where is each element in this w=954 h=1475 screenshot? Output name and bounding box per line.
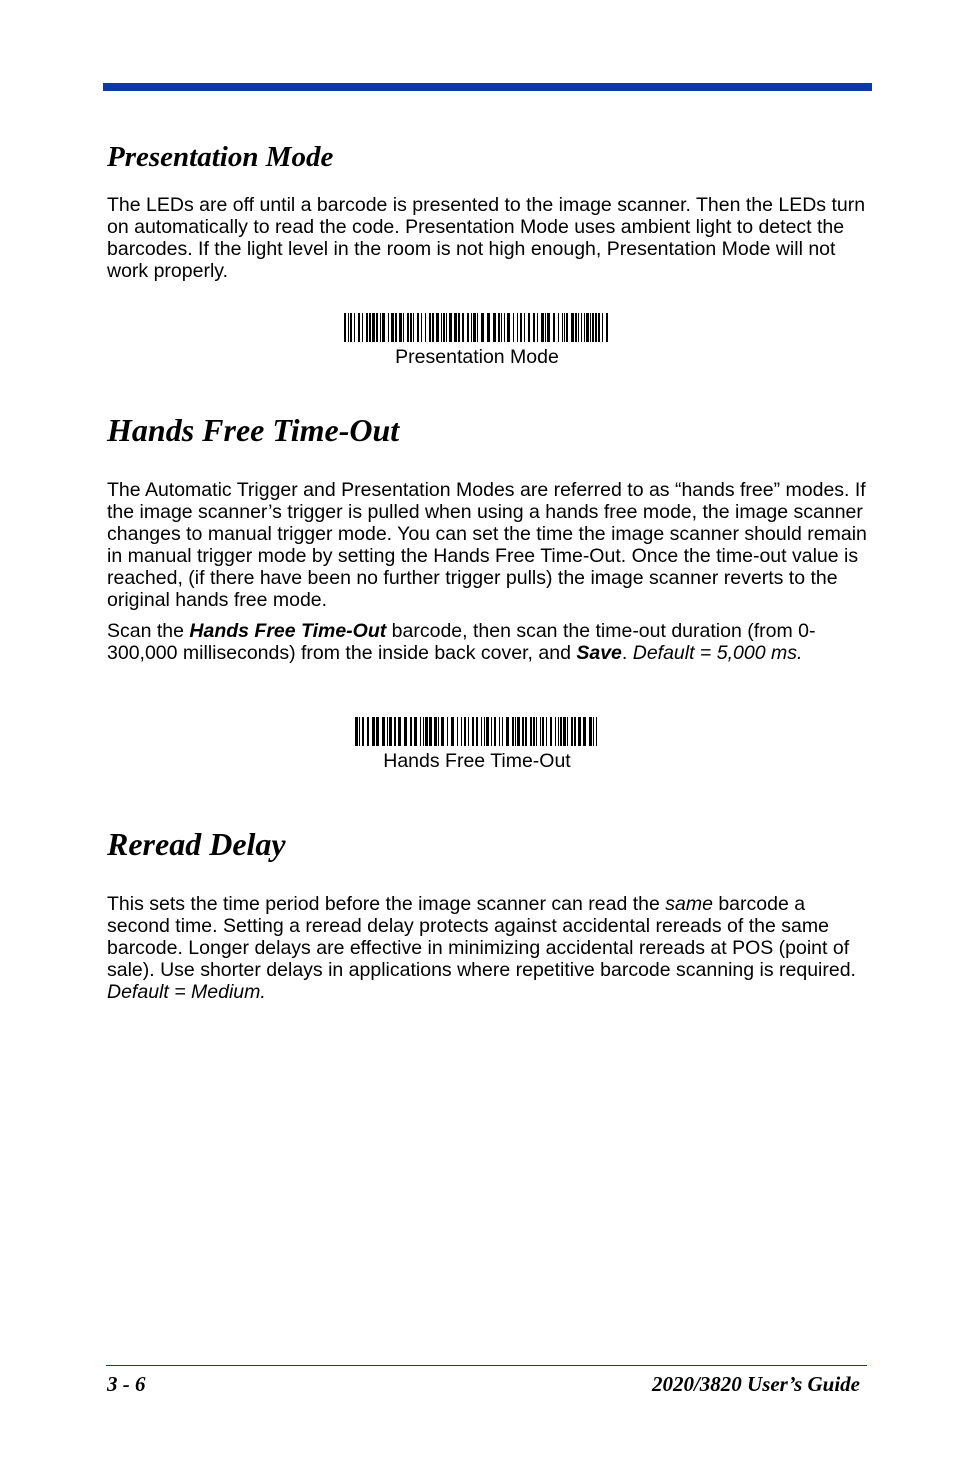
reread-delay-body: This sets the time period before the image scanner can read the same barcode a second time. Setting a reread delay protects against accidental rereads of the same barcode. Longer delays are effective in minimizing accidental rereads at POS (point of sale). Use shorter delays in applications where repetitive barcode scanning is required. Default = Medium. — [107, 893, 856, 1003]
barcode-bar — [462, 313, 464, 342]
barcode-bar — [575, 313, 577, 342]
barcode-bar — [530, 717, 532, 746]
barcode-bar — [507, 313, 510, 342]
barcode-bar — [443, 313, 445, 342]
barcode-bar — [362, 313, 363, 342]
barcode-bar — [563, 717, 566, 746]
barcode-bar — [434, 717, 437, 746]
barcode-bar — [362, 717, 364, 746]
hands-free-timeout-heading: Hands Free Time-Out — [107, 412, 400, 448]
barcode-bar — [524, 313, 525, 342]
barcode-bar — [578, 313, 579, 342]
barcode-bar — [388, 313, 389, 342]
barcode-bar — [464, 717, 466, 746]
barcode-bar — [602, 313, 603, 342]
barcode-bar — [571, 313, 574, 342]
barcode-bar — [598, 313, 600, 342]
footer-rule — [106, 1365, 867, 1366]
reread-delay-heading: Reread Delay — [107, 826, 286, 862]
barcode-bar — [425, 313, 426, 342]
barcode-bar — [429, 717, 432, 746]
barcode-bar — [399, 313, 402, 342]
barcode-bar — [358, 313, 360, 342]
barcode-bar — [560, 717, 562, 746]
barcode-bar — [355, 717, 358, 746]
barcode-bar — [348, 313, 349, 342]
barcode-bar — [447, 717, 448, 746]
barcode-bar — [571, 717, 573, 746]
barcode-bar — [417, 313, 419, 342]
barcode-bar — [344, 313, 346, 342]
barcode-bar — [457, 717, 458, 746]
barcode-bar — [550, 717, 552, 746]
barcode-bar — [502, 717, 503, 746]
hands-free-timeout-barcode-label: Hands Free Time-Out — [383, 750, 571, 772]
presentation-mode-barcode-block — [0, 313, 954, 368]
barcode-bar — [410, 717, 412, 746]
barcode-bar — [423, 717, 424, 746]
barcode-bar — [446, 313, 447, 342]
barcode-bar — [606, 313, 608, 342]
barcode-bar — [354, 313, 355, 342]
barcode-bar — [498, 313, 500, 342]
barcode-bar — [473, 313, 476, 342]
page-number: 3 - 6 — [107, 1372, 146, 1396]
barcode-bar — [441, 717, 444, 746]
barcode-bar — [590, 313, 591, 342]
header-rule — [103, 83, 872, 91]
barcode-bar — [382, 717, 385, 746]
reread-delay-default: Default = Medium. — [107, 981, 266, 1003]
barcode-bar — [350, 313, 352, 342]
barcode-bar — [533, 313, 535, 342]
barcode-bar — [432, 313, 434, 342]
barcode-bar — [574, 717, 576, 746]
barcode-bar — [596, 717, 597, 746]
barcode-bar — [583, 717, 586, 746]
barcode-bar — [501, 313, 502, 342]
barcode-bar — [429, 313, 431, 342]
barcode-bar — [520, 313, 522, 342]
barcode-bar — [372, 313, 375, 342]
barcode-bar — [486, 717, 489, 746]
barcode-bar — [476, 717, 478, 746]
barcode-bar — [398, 717, 401, 746]
barcode-bar — [578, 717, 581, 746]
barcode-bar — [494, 717, 496, 746]
barcode-bar — [394, 717, 396, 746]
barcode-bar — [595, 313, 597, 342]
barcode-bar — [477, 313, 478, 342]
barcode-bar — [487, 313, 490, 342]
barcode-bar — [589, 717, 592, 746]
barcode-bar — [541, 313, 544, 342]
hands-free-timeout-body: The Automatic Trigger and Presentation Modes are referred to as “hands free” modes. If the image scanner’s trigger is pulled when using a hands free mode, the image scanner changes to manual trigger mode. You can set the time the image scanner should remain in manual trigger mode by setting the Hands Free Time-Out. Once the time-out value is reached, (if there have been no further trigger pulls) the image scanner reverts to the original hands free mode. — [107, 479, 867, 611]
barcode-bar — [537, 313, 538, 342]
barcode-bar — [493, 313, 496, 342]
barcode-bar — [558, 313, 559, 342]
barcode-bar — [517, 313, 518, 342]
barcode-bar — [546, 717, 547, 746]
barcode-bar — [547, 313, 550, 342]
hands-free-timeout-barcode-block — [0, 717, 954, 772]
barcode-bar — [407, 313, 409, 342]
barcode-bar — [564, 313, 565, 342]
barcode-bar — [586, 313, 589, 342]
hands-free-timeout-instructions: Scan the Hands Free Time-Out barcode, then scan the time-out duration (from 0-300,000 milliseconds) from the inside back cover, and Save. Default = 5,000 ms. — [107, 620, 816, 664]
presentation-mode-barcode-label: Presentation Mode — [395, 346, 559, 368]
barcode-bar — [468, 717, 469, 746]
barcode-bar — [458, 313, 460, 342]
barcode-bar — [441, 313, 442, 342]
barcode-bar — [558, 717, 559, 746]
barcode-bar — [566, 313, 568, 342]
barcode-bar — [372, 717, 375, 746]
barcode-bar — [562, 313, 563, 342]
barcode-bar — [376, 313, 378, 342]
barcode-bar — [542, 717, 544, 746]
barcode-bar — [395, 313, 397, 342]
barcode-bar — [366, 313, 368, 342]
barcode-bar — [525, 717, 527, 746]
barcode-bar — [584, 313, 585, 342]
barcode-bar — [389, 717, 392, 746]
barcode-bar — [413, 313, 414, 342]
same-emphasis: same — [665, 893, 713, 915]
barcode-bar — [404, 717, 407, 746]
save-emphasis: Save — [576, 642, 622, 664]
barcode-bar — [425, 717, 428, 746]
barcode-bar — [581, 313, 582, 342]
barcode-bar — [451, 717, 454, 746]
barcode-bar — [454, 313, 457, 342]
presentation-mode-barcode — [344, 313, 610, 342]
barcode-bar — [367, 717, 369, 746]
barcode-bar — [403, 313, 404, 342]
hands-free-timeout-barcode — [355, 717, 599, 746]
barcode-bar — [376, 717, 379, 746]
barcode-bar — [491, 717, 492, 746]
hands-free-timeout-emphasis: Hands Free Time-Out — [189, 620, 387, 642]
barcode-bar — [484, 717, 485, 746]
barcode-bar — [382, 313, 385, 342]
barcode-bar — [481, 717, 482, 746]
barcode-bar — [387, 717, 388, 746]
barcode-bar — [506, 717, 509, 746]
barcode-bar — [421, 313, 422, 342]
barcode-bar — [380, 313, 381, 342]
presentation-mode-body: The LEDs are off until a barcode is presented to the image scanner. Then the LEDs turn on automatically to read the code. Presentation Mode uses ambient light to detect the barcodes. If the light level in the room is not high enough, Presentation Mode will not work properly. — [107, 194, 866, 282]
barcode-bar — [461, 717, 462, 746]
barcode-bar — [512, 717, 514, 746]
barcode-bar — [359, 717, 360, 746]
barcode-bar — [481, 313, 484, 342]
barcode-bar — [515, 717, 516, 746]
presentation-mode-heading: Presentation Mode — [107, 141, 334, 173]
barcode-bar — [438, 717, 439, 746]
barcode-bar — [540, 717, 541, 746]
barcode-bar — [472, 717, 474, 746]
barcode-bar — [369, 313, 371, 342]
barcode-bar — [528, 313, 530, 342]
barcode-bar — [391, 313, 394, 342]
barcode-bar — [513, 313, 514, 342]
barcode-bar — [553, 313, 555, 342]
barcode-bar — [593, 717, 594, 746]
barcode-bar — [592, 313, 594, 342]
barcode-bar — [504, 313, 505, 342]
barcode-bar — [410, 313, 412, 342]
barcode-bar — [499, 717, 500, 746]
barcode-bar — [522, 717, 524, 746]
barcode-bar — [436, 313, 439, 342]
barcode-bar — [467, 313, 469, 342]
barcode-bar — [414, 717, 417, 746]
barcode-bar — [545, 313, 546, 342]
barcode-bar — [555, 717, 556, 746]
barcode-bar — [449, 313, 452, 342]
barcode-bar — [536, 717, 537, 746]
barcode-bar — [420, 717, 421, 746]
barcode-bar — [517, 717, 520, 746]
hands-free-timeout-default: Default = 5,000 ms. — [632, 642, 803, 664]
barcode-bar — [533, 717, 535, 746]
barcode-bar — [567, 717, 568, 746]
barcode-bar — [471, 313, 472, 342]
guide-title: 2020/3820 User’s Guide — [651, 1372, 860, 1396]
